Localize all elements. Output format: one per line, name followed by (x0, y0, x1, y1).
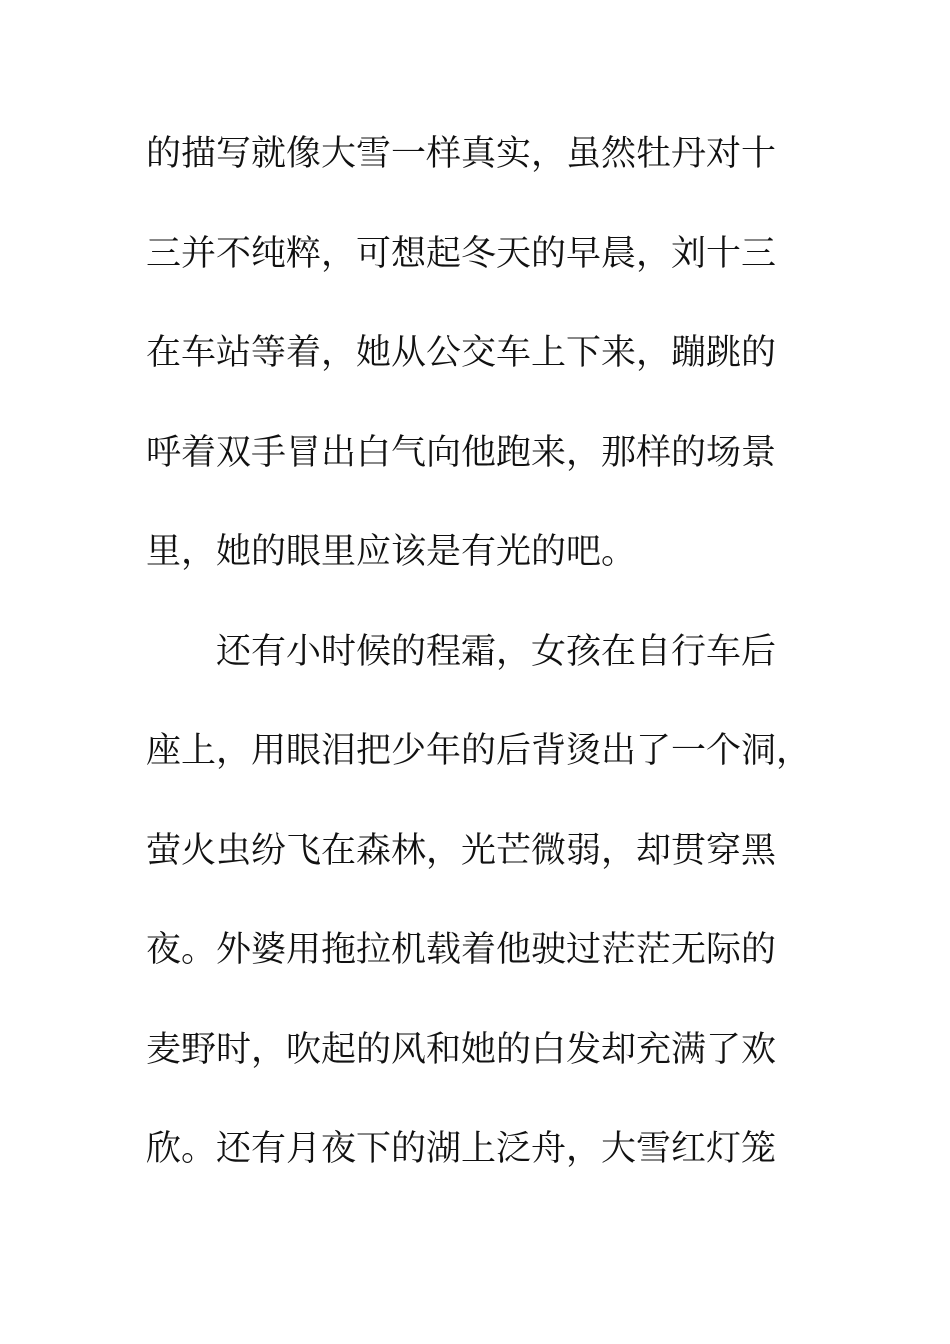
text-line-11: 欣。还有月夜下的湖上泛舟，大雪红灯笼 (146, 1129, 777, 1169)
text-line-1: 的描写就像大雪一样真实，虽然牡丹对十 (146, 134, 777, 174)
text-line-4: 呼着双手冒出白气向他跑来，那样的场景 (146, 432, 777, 473)
body-text (146, 128, 812, 1223)
text-line-9: 夜。外婆用拖拉机载着他驶过茫茫无际的 (146, 930, 777, 970)
text-line-3: 在车站等着，她从公交车上下来，蹦跳的 (146, 333, 777, 373)
text-line-10: 麦野时，吹起的风和她的白发却充满了欢 (146, 1029, 777, 1070)
text-line-8: 萤火虫纷飞在森林，光芒微弱，却贯穿黑 (146, 830, 777, 871)
text-line-2: 三并不纯粹，可想起冬天的早晨，刘十三 (146, 233, 777, 274)
text-line-6-paragraph-start: 还有小时候的程霜，女孩在自行车后 (216, 631, 777, 672)
text-line-7: 座上，用眼泪把少年的后背烫出了一个洞， (146, 731, 812, 771)
text-line-5: 里，她的眼里应该是有光的吧。 (146, 532, 637, 572)
